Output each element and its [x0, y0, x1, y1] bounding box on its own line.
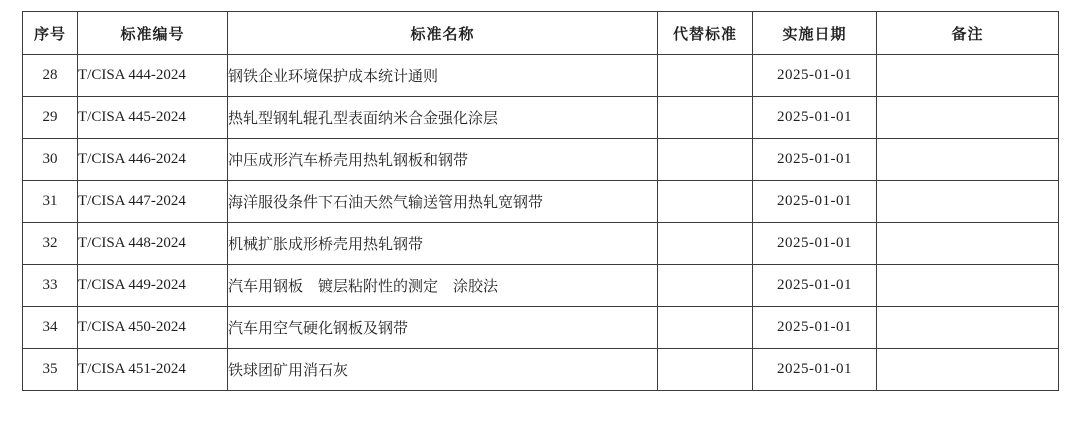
cell-date: 2025-01-01: [753, 97, 877, 139]
column-header-replaced: 代替标准: [658, 12, 753, 55]
cell-replaced: [658, 139, 753, 181]
cell-index: 34: [23, 307, 78, 349]
cell-index: 30: [23, 139, 78, 181]
cell-name: 机械扩胀成形桥壳用热轧钢带: [228, 223, 658, 265]
table-row: [23, 181, 1059, 223]
table-row: [23, 55, 1059, 97]
cell-code: T/CISA 447-2024: [78, 181, 228, 223]
cell-name: 热轧型钢轧辊孔型表面纳米合金强化涂层: [228, 97, 658, 139]
cell-replaced: [658, 181, 753, 223]
cell-code: T/CISA 448-2024: [78, 223, 228, 265]
cell-index: 31: [23, 181, 78, 223]
column-header-name: 标准名称: [228, 12, 658, 55]
cell-remark: [877, 181, 1059, 223]
cell-remark: [877, 55, 1059, 97]
cell-code: T/CISA 446-2024: [78, 139, 228, 181]
cell-replaced: [658, 265, 753, 307]
cell-date: 2025-01-01: [753, 55, 877, 97]
cell-remark: [877, 97, 1059, 139]
cell-name: 冲压成形汽车桥壳用热轧钢板和钢带: [228, 139, 658, 181]
cell-name: 钢铁企业环境保护成本统计通则: [228, 55, 658, 97]
cell-name: 铁球团矿用消石灰: [228, 349, 658, 391]
column-header-index: 序号: [23, 12, 78, 55]
cell-date: 2025-01-01: [753, 349, 877, 391]
cell-replaced: [658, 349, 753, 391]
cell-date: 2025-01-01: [753, 307, 877, 349]
standards-table: [22, 11, 1059, 391]
document-page: [0, 11, 1080, 434]
cell-code: T/CISA 450-2024: [78, 307, 228, 349]
cell-replaced: [658, 307, 753, 349]
cell-date: 2025-01-01: [753, 223, 877, 265]
cell-date: 2025-01-01: [753, 181, 877, 223]
cell-replaced: [658, 223, 753, 265]
cell-remark: [877, 139, 1059, 181]
cell-name: 汽车用空气硬化钢板及钢带: [228, 307, 658, 349]
table-row: [23, 307, 1059, 349]
cell-remark: [877, 349, 1059, 391]
cell-remark: [877, 265, 1059, 307]
cell-index: 35: [23, 349, 78, 391]
cell-name: 汽车用钢板 镀层粘附性的测定 涂胶法: [228, 265, 658, 307]
cell-replaced: [658, 55, 753, 97]
table-row: [23, 223, 1059, 265]
cell-code: T/CISA 445-2024: [78, 97, 228, 139]
column-header-remark: 备注: [877, 12, 1059, 55]
cell-index: 32: [23, 223, 78, 265]
table-row: [23, 349, 1059, 391]
table-row: [23, 265, 1059, 307]
cell-code: T/CISA 451-2024: [78, 349, 228, 391]
table-header-row: [23, 12, 1059, 55]
table-row: [23, 139, 1059, 181]
cell-code: T/CISA 449-2024: [78, 265, 228, 307]
cell-date: 2025-01-01: [753, 265, 877, 307]
column-header-code: 标准编号: [78, 12, 228, 55]
cell-code: T/CISA 444-2024: [78, 55, 228, 97]
column-header-date: 实施日期: [753, 12, 877, 55]
cell-remark: [877, 307, 1059, 349]
cell-replaced: [658, 97, 753, 139]
cell-index: 29: [23, 97, 78, 139]
cell-name: 海洋服役条件下石油天然气输送管用热轧宽钢带: [228, 181, 658, 223]
cell-index: 28: [23, 55, 78, 97]
cell-remark: [877, 223, 1059, 265]
table-row: [23, 97, 1059, 139]
cell-index: 33: [23, 265, 78, 307]
cell-date: 2025-01-01: [753, 139, 877, 181]
